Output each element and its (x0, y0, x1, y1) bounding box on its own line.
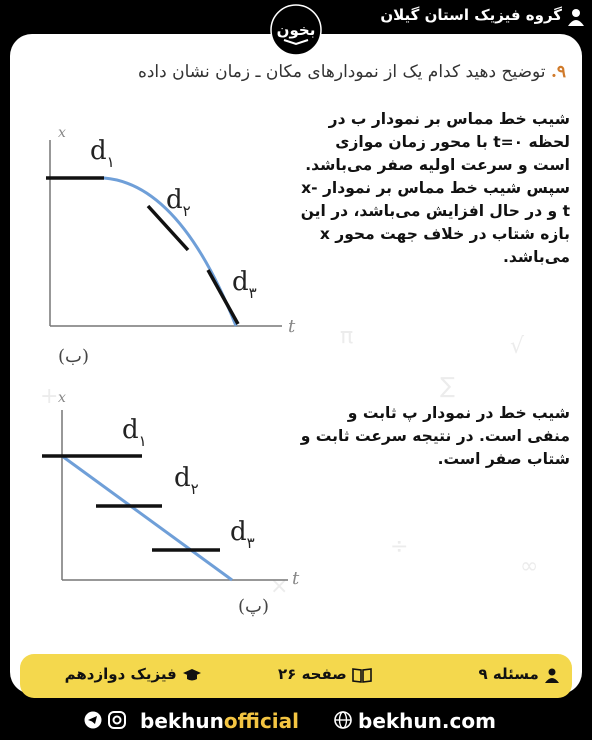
social-handle[interactable]: bekhunofficial (140, 709, 300, 733)
group-title: گروه فیزیک استان گیلان (380, 6, 562, 24)
math-symbol-watermark: π ∑ √ ÷ ∞ + × (40, 324, 539, 599)
subject-label: فیزیک دوازدهم (64, 665, 177, 683)
answer-graph-b: شیب خط مماس بر نمودار ب در لحظه ۰=t با محور زمان موازی است و سرعت اولیه صفر می‌باشد. سپس شیب خط مماس بر نمودار x-t و در حال افزایش می‌باشد، در این بازه شتاب در خلاف جهت محور x می‌باشد. (300, 110, 570, 266)
y-axis-label: x (58, 125, 66, 141)
question-number: ۹. (550, 62, 566, 82)
website-link[interactable]: bekhun.com (358, 709, 496, 733)
telegram-icon[interactable] (84, 711, 102, 729)
x-axis-label: t (292, 568, 300, 589)
graduation-cap-icon (182, 667, 202, 683)
tangent-label-d1: $d_۱$ (122, 415, 147, 450)
bekhun-logo (270, 4, 322, 56)
tangent-label-d3: $d_۳$ (230, 517, 255, 552)
tangent-label-d3: $d_۳$ (232, 267, 257, 302)
user-icon (544, 667, 560, 683)
logo-text: بخون (276, 21, 316, 39)
graph-label-p: (پ) (238, 596, 270, 617)
globe-icon (334, 711, 352, 729)
book-icon (352, 667, 372, 683)
bottom-bar (0, 700, 592, 740)
tangent-label-d2: $d_۲$ (174, 463, 199, 498)
question-text (26, 62, 566, 82)
position-time-graph-p (20, 380, 320, 620)
tangent-label-d1: $d_۱$ (90, 136, 115, 171)
answer-graph-p: شیب خط در نمودار پ ثابت و منفی است. در نتیجه سرعت ثابت و شتاب صفر است. (300, 404, 570, 468)
page-number (278, 665, 372, 683)
tangent-label-d2: $d_۲$ (166, 185, 191, 220)
position-time-graph-b (20, 122, 320, 372)
info-footer (20, 654, 572, 698)
subject (65, 665, 202, 683)
position-line (62, 456, 232, 580)
y-axis-label: x (58, 390, 66, 406)
problem-number (478, 665, 560, 683)
x-axis-label: t (288, 316, 296, 337)
position-curve (50, 178, 236, 326)
user-icon (568, 8, 584, 26)
graph-label-b: (ب) (58, 346, 90, 367)
page-label: صفحه ۲۶ (278, 665, 347, 683)
question-body: توضیح دهید کدام یک از نمودارهای مکان ـ زمان نشان داده (137, 62, 551, 82)
instagram-icon[interactable] (108, 711, 126, 729)
problem-label: مسئله ۹ (478, 665, 539, 683)
